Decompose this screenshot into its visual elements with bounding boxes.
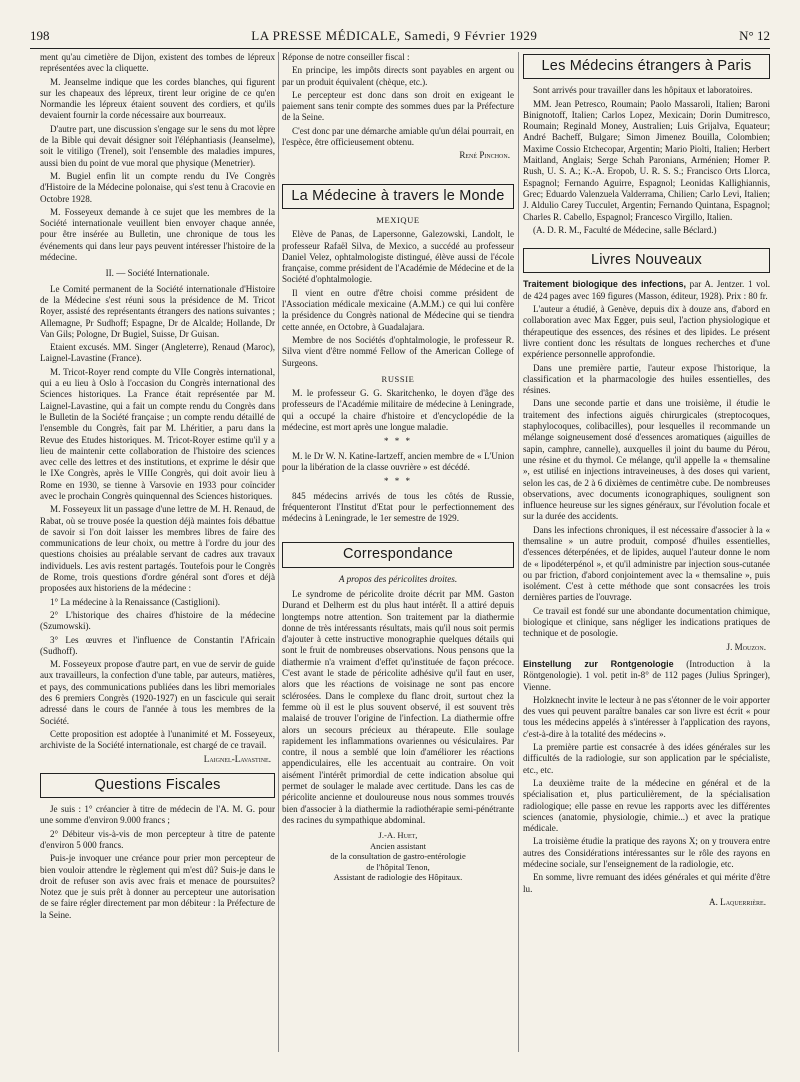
section-title-box: [282, 184, 514, 209]
paragraph: ment qu'au cimetière de Dijon, existent des tombes de lépreux représentées avec la cliquette.: [40, 52, 275, 74]
column-divider: [518, 52, 519, 1052]
signature-line: de l'hôpital Tenon,: [366, 861, 430, 872]
paragraph: La deuxième traite de la médecine en général et de la spécialisation et, plus particulièrement, de la spécialisation radiologique; elle passe en revue les rapports avec les différentes sciences (anatomie, physiologie, chimie...) et avec la pratique médicale.: [523, 777, 770, 834]
signature: A. Laquerrière.: [709, 896, 766, 907]
paragraph: C'est donc par une démarche amiable qu'un délai pourrait, en l'espèce, être officieusement obtenu.: [282, 125, 514, 148]
page-header: [30, 26, 770, 46]
section-title-box: [523, 248, 770, 273]
section-title: Livres Nouveaux: [591, 252, 702, 269]
paragraph: M. le Dr W. N. Katine-Iartzeff, ancien membre de « L'Union pour la libération de la classe ouvrière » est décédé.: [282, 450, 514, 472]
header-rule: [30, 48, 770, 49]
book-entry: [523, 279, 770, 302]
paragraph: En principe, les impôts directs sont payables en argent ou par un produit équivalent (chèque, etc.).: [282, 65, 514, 87]
section-title: Questions Fiscales: [94, 776, 221, 793]
country-heading: MEXIQUE: [376, 214, 420, 225]
paragraph: Holzknecht invite le lecteur à ne pas s'étonner de le voir apporter des vues qui peuvent paraître banales car son livre est écrit « pour tous les médecins appelés à s'intéresser à l'application des rayons, c'est-à-dire à la totalité des médecins ».: [523, 694, 770, 739]
signature-line: de la consultation de gastro-entérologie: [330, 851, 466, 862]
list-item: 2° L'historique des chaires d'histoire de la médecine (Szumowski).: [40, 609, 275, 632]
signature-line: Assistant de radiologie des Hôpitaux.: [333, 872, 463, 883]
signature: René Pinchon.: [459, 150, 510, 161]
journal-title: LA PRESSE MÉDICALE, Samedi, 9 Février 1929: [251, 28, 538, 43]
signature: J. Mouzon.: [726, 641, 766, 652]
list-item: 1° La médecine à la Renaissance (Castiglioni).: [50, 596, 221, 607]
book-entry: [523, 659, 770, 693]
paragraph: Membre de nos Sociétés d'ophtalmologie, le professeur R. Silva vient d'être nommé Fellow of the American College of Surgeons.: [282, 334, 514, 368]
book-title: Traitement biologique des infections,: [523, 279, 687, 290]
paragraph: Le percepteur est donc dans son droit en exigeant le paiement sans tenir compte des sommes dues par la Préfecture de la Seine.: [282, 89, 514, 123]
section-subtitle: A propos des péricolites droites.: [338, 573, 458, 584]
page-number: 198: [30, 28, 50, 43]
column-right: [523, 52, 770, 1062]
paragraph: La troisième étudie la pratique des rayons X; on y trouvera entre autres des Considérations intéressantes sur le rôle des rayons en médecine sociale, sur l'enseignement de la radiologie, etc.: [523, 836, 770, 869]
book-title: Einstellung zur Rontgenologie: [523, 658, 674, 669]
paragraph: 845 médecins arrivés de tous les côtés de Russie, fréquenteront l'Institut d'Etat pour le perfectionnement des médecins à Leningrade, le 1er semestre de 1929.: [282, 490, 514, 524]
paragraph: Le Comité permanent de la Société internationale d'Histoire de la Médecine s'est réuni sous la présidence de M. Tricot Royer, assisté des représentants étrangers des nations suivantes ; Allemagne, Pr Sudhoff; Espagne, Dr de Alcalde; Hollande, Dr Van Gils; Pologne, Dr Bugiel, Suisse, Dr Guisan.: [40, 283, 275, 339]
paragraph: Le syndrome de péricolite droite décrit par MM. Gaston Durand et Delherm est du plus haut intérêt. Il a attiré depuis longtemps notre attention. Son traitement par la diathermie donne de très intéressants résultats, mais qu'il nous soit permis d'ajouter à cette instructive monographie quelques détails qui sont le fruit de nombreuses observations. Nous pensons que la diathermie n'a vraiment d'effet qu'instituée de façon précoce. C'est avant le stade de péricolite adhésive qu'il faut en user, alors que les réactions de voisinage ne sont pas encore sclérosées. Dans le complexe du flanc droit, surtout chez la femme où il est le plus souvent observé, il est souvent très malaisé de trouver l'origine de l'infection. La diathermie offre alors un secours précieux au thérapeute. Elle soulage rapidement les inflammations ovariennes ou vésiculaires. Par contre, il nous a semblé que loin d'améliorer les réactions appendiculaires, elle les accentuait au contraire. On voit aisément l'intérêt primordial de cette indication absolue qui permet de soulager le malade avec certitude. Dans les cas de péricolite ancienne et douloureuse nous nous sommes trouvés bien d'associer à la diathermie la radiothérapie semi-pénétrante des racines du sympathique abdominal.: [282, 588, 514, 825]
signature-name: J.-A. Huet,: [378, 830, 418, 841]
paragraph: M. Fosseyeux propose d'autre part, en vue de servir de guide aux travailleurs, la confection d'une table, par auteurs, matières, et pays, des communications publiées dans les libri memoriales des 6 premiers Congrès (1920-1927) en un fascicule qui serait adressé dans le cours de l'année à tous les membres de la Société.: [40, 659, 275, 726]
section-title: Correspondance: [342, 546, 453, 563]
paragraph: M. Bugiel enfin lit un compte rendu du IVe Congrès d'Histoire de la Médecine polonaise, qui s'est tenu à Cracovie en Octobre 1928.: [40, 170, 275, 204]
paragraph: Dans les infections chroniques, il est nécessaire d'associer à la « themsaline » un autre produit, composé d'huiles essentielles, d'essences déterpénées, et de lipides, auquel l'auteur donne le nom de « lipodéterpénol », et qu'il administre par injection sous-cutanée ou par friction, d'abord conjointement avec la « themsaline », puis isolément. C'est à cette méthode que sont consacrées les trois dernières parties de l'ouvrage.: [523, 524, 770, 603]
paragraph: Puis-je invoquer une créance pour prier mon percepteur de bien vouloir attendre le règlement qui m'est dû? Suis-je dans le droit de refuser son avis avec frais et menace de poursuites? Notez que je suis prêt à donner au percepteur une autorisation de se faire régler directement par mon débiteur : la Préfecture de la Seine.: [40, 853, 275, 920]
signature-line: Ancien assistant: [369, 840, 427, 851]
paragraph: (A. D. R. M., Faculté de Médecine, salle Béclard.): [533, 224, 717, 235]
paragraph: M. Tricot-Royer rend compte du VIIe Congrès international, qui a eu lieu à Oslo à l'occasion du Congrès international des Sciences historiques. La France était représentée par M. Laignel-Lavastine, qui a fait un compte rendu du Congrès dans le Bulletin de la Société française ; un compte rendu détaillé de l'ensemble du Congrès, fait par M. Lhéritier, a paru dans la Revue des Etudes historiques. M. Tricot-Royer estime qu'il y a lieu de maintenir cette collaboration de l'histoire des sciences avec celle des lettres et des institutions, et exprime le désir que le IXe Congrès, après le VIIIe Congrès, qui doit avoir lieu à Rome en 1930, se tienne à Varsovie en 1933 pour coïncider avec le prochain Congrès quinquennal des Sciences historiques.: [40, 366, 275, 501]
column-left: [40, 52, 275, 1062]
paragraph: Sont arrivés pour travailler dans les hôpitaux et laboratoires.: [533, 85, 753, 96]
list-item: 3° Les œuvres et l'influence de Constantin l'Africain (Sudhoff).: [40, 634, 275, 656]
paragraph: Je suis : 1° créancier à titre de médecin de l'A. M. G. pour une somme d'environ 9.000 francs ;: [40, 804, 275, 826]
section-title-box: [282, 542, 514, 567]
section-title: La Médecine à travers le Monde: [291, 187, 505, 204]
paragraph: Dans une première partie, l'auteur expose l'historique, la classification et la pharmacologie des huiles essentielles, des résines.: [523, 362, 770, 396]
paragraph: Elève de Panas, de Lapersonne, Galezowski, Landolt, le professeur Rafaël Silva, de Mexico, a succédé au professeur Daniel Velez, ophtalmologiste distingué, élève aussi de l'école française, comme président de l'Académie de Médecine et de la Société d'ophtalmologie.: [282, 229, 514, 285]
paragraph: Il vient en outre d'être choisi comme président de l'Association médicale mexicaine (A.M.M.) ce qui lui confère la présidence du Congrès national de Médecine qui se tiendra cette année, en Octobre, à Guadalajara.: [282, 287, 514, 332]
paragraph: M. le professeur G. G. Skaritchenko, le doyen d'âge des professeurs de l'Académie militaire de médecine à Leningrade, qui a occupé la chaire d'histoire et d'encyclopédie de la médecine, est mort après une longue maladie.: [282, 388, 514, 433]
country-heading: RUSSIE: [381, 373, 415, 384]
section-title-box: [40, 773, 275, 798]
signature: Laignel-Lavastine.: [203, 753, 271, 764]
paragraph: M. Fosseyeux lit un passage d'une lettre de M. H. Renaud, de Rabat, où se trouve posée la question déjà maintes fois débattue de savoir si l'on doit laisser les membres libres de faire des communications de leur choix, ou mettre à l'ordre du jour des questions choisies au préalable servant de cadres aux travaux individuels. Les avis restent partagés. Toutefois pour le Congrès de Rome, trois questions d'ordre général sont d'ores et déjà proposées aux historiens de la médecine :: [40, 504, 275, 594]
section-title-box: [523, 54, 770, 79]
separator-stars: * * *: [384, 476, 412, 487]
issue-number: N° 12: [739, 28, 770, 43]
paragraph: MM. Jean Petresco, Roumain; Paolo Massaroli, Italien; Baroni Binignotoff, Italien; Carlos Lopez, Mexicain; Dorin Dumitresco, Roumain; Reginald Money, Australien; Luis Grijalva, Equateur; André Bacheff, Bulgare; Simon Jimenez Bouilla, Colombien; Maxime Cossio Etchecopar, Argentin; Mario Piolti, Italien; Herbert Maitland, Anglais; Serge Schah Paronians, Arménien; Homer P. Rush, U. S. A.; K.-A. Eropob, U. R. S. S.; Francisco Orts Llorca, Espagnol; Fernando Aguirre, Espagnol; Leonidas Kallighiannis, Grec; Eduardo Valenzuela Valderrama, Chilien; Carlo Levi, Italien; J. Aldulio Carey Tucculet, Argentin; Fernando Quintana, Espagnol; Charles R. Cabello, Espagnol; Francesco Virgillo, Italien.: [523, 98, 770, 222]
paragraph: Réponse de notre conseiller fiscal :: [282, 52, 410, 62]
column-divider: [278, 52, 279, 1052]
column-middle: [282, 52, 514, 1062]
paragraph: Etaient excusés. MM. Singer (Angleterre), Renaud (Maroc), Laignel-Lavastine (France).: [40, 342, 275, 364]
paragraph: Cette proposition est adoptée à l'unanimité et M. Fosseyeux, archiviste de la Société internationale, est chargé de ce travail.: [40, 728, 275, 751]
paragraph: D'autre part, une discussion s'engage sur le sens du mot lèpre de la Bible qui devait désigner soit l'éléphantiasis (Jeanselme), soit le vitiligo (Trenel), soit l'ensemble des maladies impures, aussi bien du point de vue moral que physique (Menetrier).: [40, 123, 275, 168]
separator-stars: * * *: [384, 436, 412, 447]
section-heading: II. — Société Internationale.: [105, 268, 210, 279]
paragraph: Ce travail est fondé sur une abondante documentation chimique, biologique et clinique, sans négliger les indications pratiques de technique et de posologie.: [523, 605, 770, 639]
paragraph: Dans une seconde partie et dans une troisième, il étudie le traitement des infections aiguës chirurgicales (streptocoques, staphylocoques, colibacilles), pour lesquelles il recommande un mélange soigneusement dosé d'essences aromatiques (aiguilles de sapin, camphre, cannelle), auxquelles il joint du baume du Pérou, une résine et du thymol. Ce mélange, qu'il appelle la « themsaline », est utilisé en injections intraveineuses, à des doses qui varient, selon les cas, de 2 à 6 dixièmes de centimètre cube. De nombreuses observations, avec documents iconographiques, soulignent son influence heureuse sur les signes généraux, sur l'évolution focale et sur la durée des accidents.: [523, 398, 770, 522]
paragraph: En somme, livre remuant des idées générales et qui mérite d'être lu.: [523, 872, 770, 894]
paragraph: L'auteur a étudié, à Genève, depuis dix à douze ans, d'abord en collaboration avec Max Egger, puis seul, l'action physiologique et thérapeutique des essences, des résines et des lipides. Le présent livre contient donc les résultats de longues recherches et d'une expérience personnelle approfondie.: [523, 304, 770, 360]
book-reference: (Introduction à la Röntgenologie). 1 vol. petit in-8° de 112 pages (Julius Springer), Vienne.: [523, 658, 770, 692]
paragraph: M. Fosseyeux demande à ce sujet que les membres de la Société internationale veuillent bien envoyer chaque année, pour être insérée au Bulletin, une chronique de tous les événements qui dans leur pays peuvent intéresser l'histoire de la médecine.: [40, 206, 275, 263]
paragraph: 2° Débiteur vis-à-vis de mon percepteur à titre de patente d'environ 5 000 francs.: [40, 828, 275, 850]
paragraph: M. Jeanselme indique que les cordes blanches, qui figurent sur les chapeaux des lépreux, tirent leur origine de ce qu'en Normandie les lépreux étaient souvent des cordiers, et qu'ils devaient fournir la corde nécessaire aux bourreaux.: [40, 76, 275, 121]
paragraph: La première partie est consacrée à des idées générales sur les difficultés de la radiologie, sur son application par le spécialiste, etc., etc.: [523, 742, 770, 775]
signature-block: [282, 830, 514, 883]
book-reference: par A. Jentzer. 1 vol. de 424 pages avec 169 figures (Masson, éditeur, 1928). Prix : 80 fr.: [523, 279, 770, 301]
section-title: Les Médecins étrangers à Paris: [541, 58, 752, 74]
